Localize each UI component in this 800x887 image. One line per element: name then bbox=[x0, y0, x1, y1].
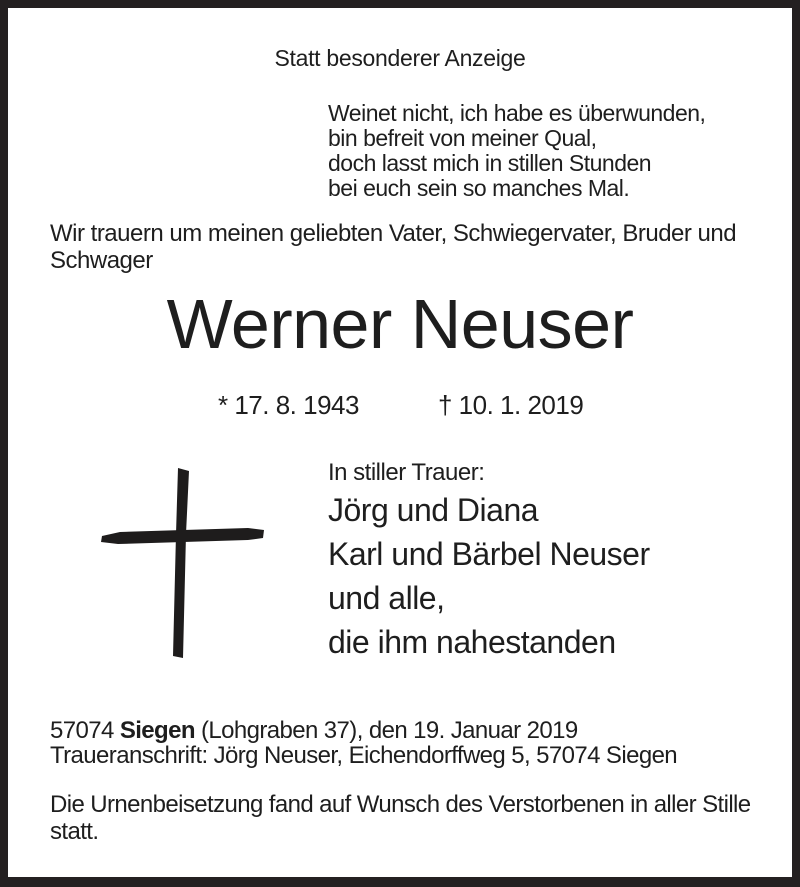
zip-code: 57074 bbox=[50, 717, 120, 744]
mourner-line: Karl und Bärbel Neuser bbox=[328, 536, 650, 572]
mourner-line: die ihm nahestanden bbox=[328, 624, 616, 660]
poem-line: bei euch sein so manches Mal. bbox=[328, 175, 630, 201]
birth-date: * 17. 8. 1943 bbox=[218, 390, 359, 420]
place-date-line bbox=[50, 718, 770, 743]
place-date-rest: (Lohgraben 37), den 19. Januar 2019 bbox=[194, 717, 578, 744]
mourning-heading: In stiller Trauer: bbox=[328, 459, 485, 486]
poem-line: bin befreit von meiner Qual, bbox=[328, 125, 597, 151]
mourners-list bbox=[328, 488, 650, 664]
poem-line: Weinet nicht, ich habe es überwunden, bbox=[328, 100, 706, 126]
burial-note: Die Urnenbeisetzung fand auf Wunsch des Verstorbenen in aller Stille statt. bbox=[50, 791, 751, 845]
latin-cross-icon bbox=[98, 460, 268, 665]
poem-line: doch lasst mich in stillen Stunden bbox=[328, 150, 652, 176]
mourner-line: Jörg und Diana bbox=[328, 492, 539, 528]
memorial-poem bbox=[328, 101, 705, 201]
preface-text: Statt besonderer Anzeige bbox=[274, 45, 526, 71]
city-name: Siegen bbox=[119, 717, 195, 744]
mourner-line: und alle, bbox=[328, 580, 445, 616]
deceased-name: Werner Neuser bbox=[166, 285, 634, 363]
death-date: † 10. 1. 2019 bbox=[438, 390, 584, 420]
mourning-intro: Wir trauern um meinen geliebten Vater, Schwiegervater, Bruder und Schwager bbox=[50, 220, 737, 274]
obituary-notice bbox=[8, 8, 792, 877]
condolence-address: Traueranschrift: Jörg Neuser, Eichendorffweg 5, 57074 Siegen bbox=[50, 742, 678, 769]
